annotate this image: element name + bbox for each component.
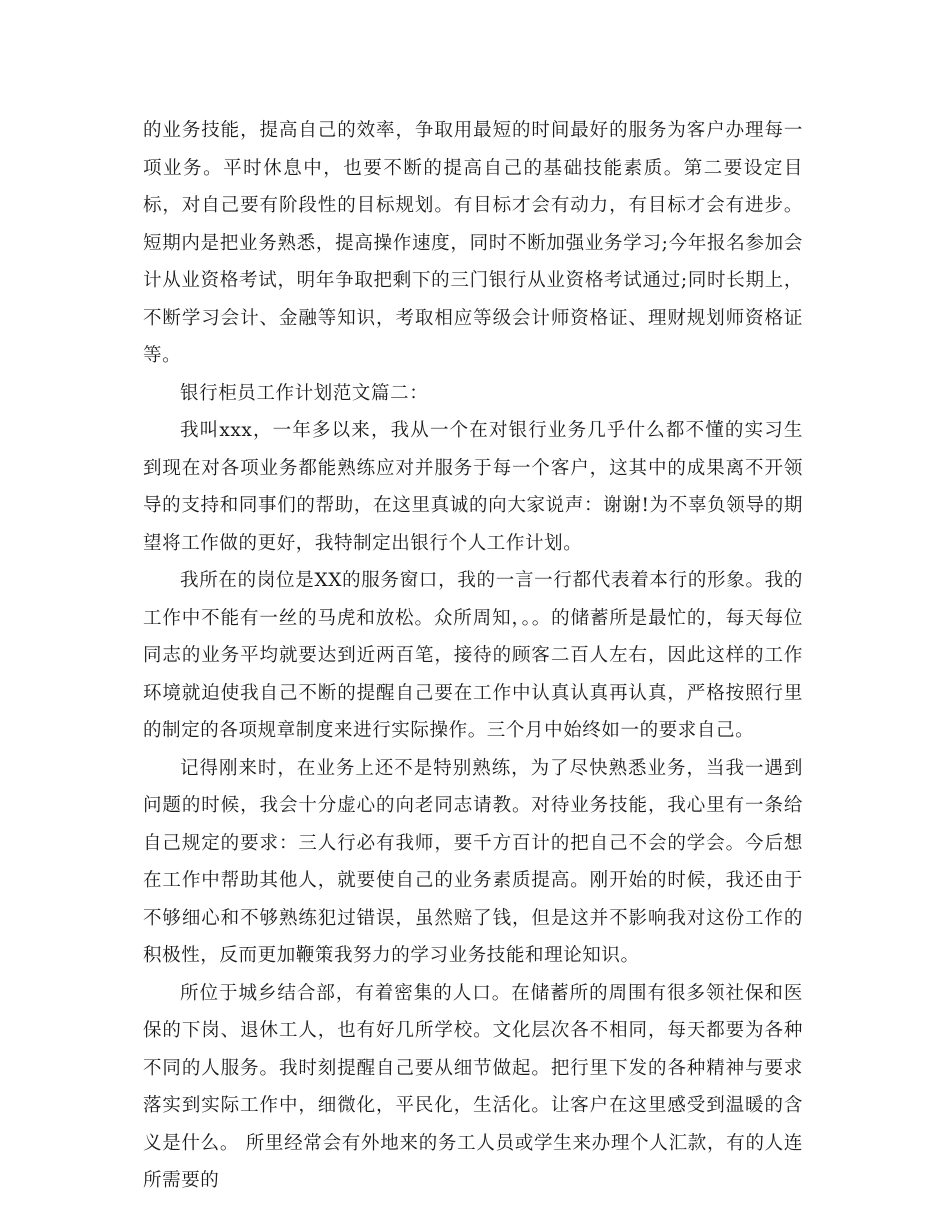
paragraph-4: 记得刚来时，在业务上还不是特别熟练，为了尽快熟悉业务，当我一遇到问题的时候，我会十分虚心的向老同志请教。对待业务技能，我心里有一条给自己规定的要求：三人行必有我师，要千方百计的把自己不会的学会。今后想在工作中帮助其他人，就要使自己的业务素质提高。刚开始的时候，我还由于不够细心和不够熟练犯过错误，虽然赔了钱，但是这并不影响我对这份工作的积极性，反而更加鞭策我努力的学习业务技能和理论知识。 [143, 757, 803, 966]
paragraph-2: 我叫xxx，一年多以来，我从一个在对银行业务几乎什么都不懂的实习生到现在对各项业务都能熟练应对并服务于每一个客户，这其中的成果离不开领导的支持和同事们的帮助，在这里真诚的向大家说声：谢谢!为不辜负领导的期望将工作做的更好，我特制定出银行个人工作计划。 [143, 420, 803, 554]
document-body [143, 112, 803, 1200]
paragraph-5: 所位于城乡结合部，有着密集的人口。在储蓄所的周围有很多领社保和医保的下岗、退休工人，也有好几所学校。文化层次各不相同，每天都要为各种不同的人服务。我时刻提醒自己要从细节做起。把行里下发的各种精神与要求落实到实际工作中，细微化，平民化，生活化。让客户在这里感受到温暖的含义是什么。 所里经常会有外地来的务工人员或学生来办理个人汇款，有的人连所需要的 [143, 982, 803, 1191]
paragraph-3: 我所在的岗位是XX的服务窗口，我的一言一行都代表着本行的形象。我的工作中不能有一丝的马虎和放松。众所周知，。。的储蓄所是最忙的，每天每位同志的业务平均就要达到近两百笔，接待的顾客二百人左右，因此这样的工作环境就迫使我自己不断的提醒自己要在工作中认真认真再认真，严格按照行里的制定的各项规章制度来进行实际操作。三个月中始终如一的要求自己。 [143, 570, 803, 741]
paragraph-1: 的业务技能，提高自己的效率，争取用最短的时间最好的服务为客户办理每一项业务。平时休息中，也要不断的提高自己的基础技能素质。第二要设定目标，对自己要有阶段性的目标规划。有目标才会有动力，有目标才会有进步。短期内是把业务熟悉，提高操作速度，同时不断加强业务学习;今年报名参加会计从业资格考试，明年争取把剩下的三门银行从业资格考试通过;同时长期上，不断学习会计、金融等知识，考取相应等级会计师资格证、理财规划师资格证等。 [143, 120, 803, 366]
section-heading: 银行柜员工作计划范文篇二： [180, 382, 429, 404]
